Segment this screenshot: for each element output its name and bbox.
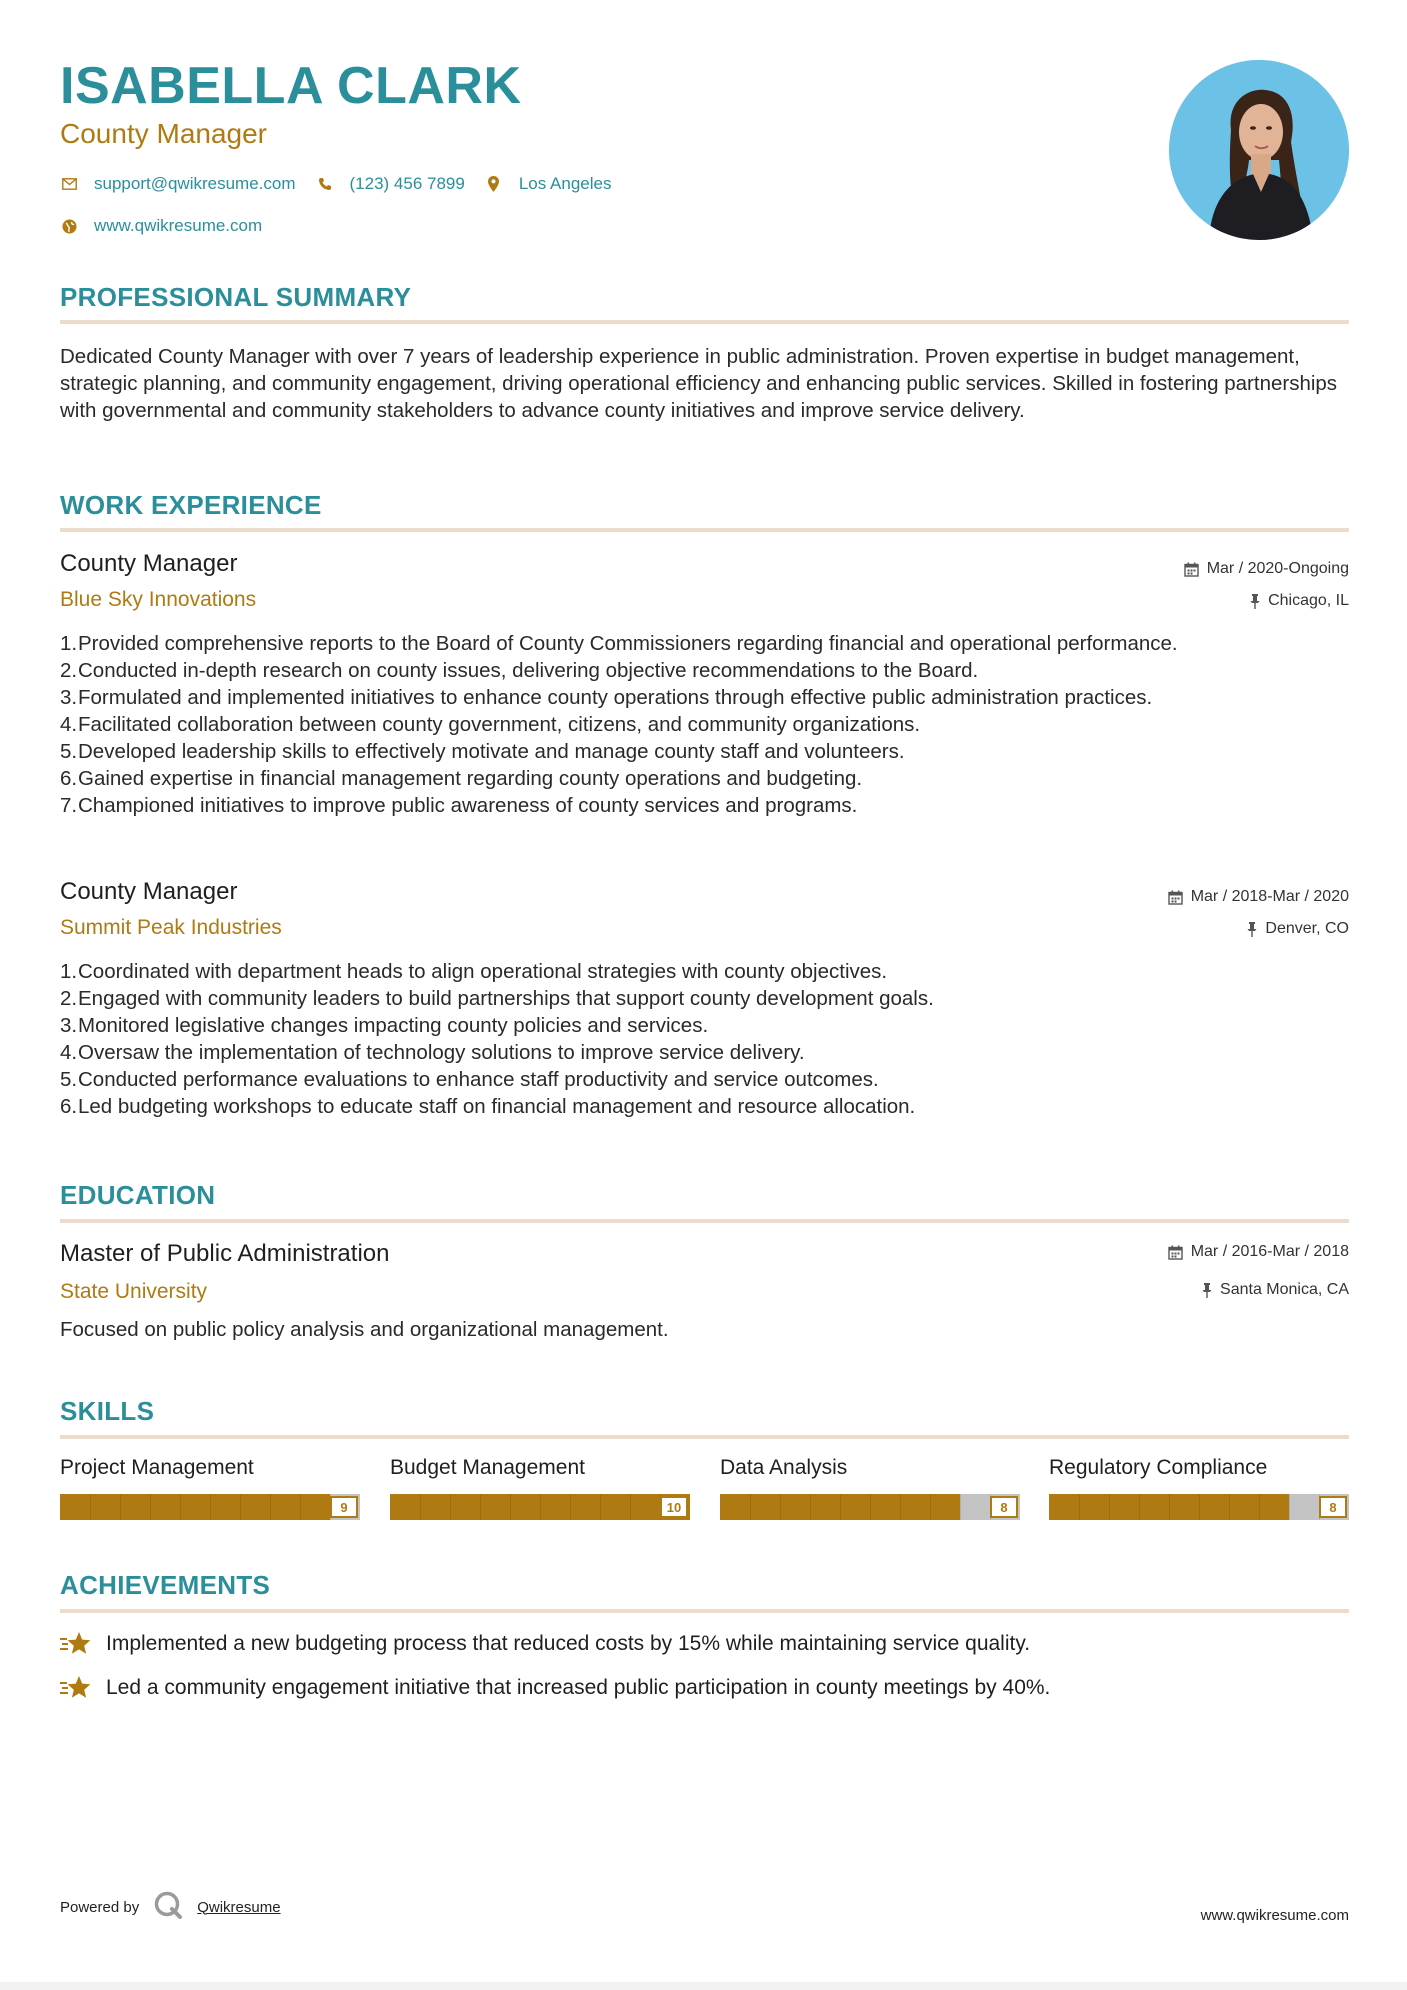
skill-bar-fill <box>60 1494 330 1520</box>
education-heading: EDUCATION <box>60 1180 216 1210</box>
skill-label: Regulatory Compliance <box>1049 1456 1268 1479</box>
bullet-text: Coordinated with department heads to align operational strategies with county objectives. <box>78 960 888 983</box>
bullet-number: 5. <box>60 740 78 763</box>
skill-bar-segment <box>480 1494 481 1520</box>
skill-label: Budget Management <box>390 1456 585 1479</box>
pushpin-icon <box>1250 594 1260 609</box>
summary-text: Dedicated County Manager with over 7 years of leadership experience in public administration. Proven expertise in budget management, strategic planning, and community engagement, driving operational efficiency and enhancing public services. Skilled in fostering partnerships with governmental and community stakeholders to advance county initiatives and improve service delivery. <box>60 345 1338 422</box>
job-bullet-item <box>60 792 1349 819</box>
skill-bar-segment <box>300 1494 301 1520</box>
location-text: Los Angeles <box>518 174 612 193</box>
bullet-number: 3. <box>60 1014 78 1037</box>
skill-score: 8 <box>1319 1496 1347 1518</box>
map-pin-icon <box>485 175 503 193</box>
globe-icon <box>60 217 78 235</box>
skill-bar-segment <box>1289 1494 1290 1520</box>
job-bullet-item <box>60 738 1349 765</box>
bullet-number: 4. <box>60 713 78 736</box>
bullet-number: 2. <box>60 987 78 1010</box>
bullet-number: 1. <box>60 960 78 983</box>
pushpin-icon <box>1202 1283 1212 1298</box>
bullet-text: Provided comprehensive reports to the Board of County Commissioners regarding financial and operational performance. <box>78 632 1178 655</box>
education-dates-text: Mar / 2016-Mar / 2018 <box>1190 1243 1349 1260</box>
contact-row-secondary <box>60 216 282 236</box>
skill-bar-segment <box>870 1494 871 1520</box>
profile-photo <box>1169 60 1349 240</box>
skill-bar-segment <box>780 1494 781 1520</box>
qwikresume-link[interactable]: Qwikresume <box>197 1898 281 1916</box>
contact-row-primary <box>60 174 631 194</box>
summary-heading: PROFESSIONAL SUMMARY <box>60 282 412 312</box>
phone-text[interactable]: (123) 456 7899 <box>349 174 465 193</box>
job-bullets <box>60 630 1349 819</box>
pushpin-icon <box>1247 922 1257 937</box>
skill-bar <box>1049 1494 1349 1520</box>
job-dates-text: Mar / 2018-Mar / 2020 <box>1190 888 1349 905</box>
bullet-number: 5. <box>60 1068 78 1091</box>
skill-bar-segment <box>1259 1494 1260 1520</box>
skill-bar-segment <box>1079 1494 1080 1520</box>
bullet-text: Formulated and implemented initiatives to enhance county operations through effective public administration practices. <box>78 686 1153 709</box>
bottom-strip <box>0 1982 1407 1990</box>
calendar-icon <box>1168 1245 1183 1260</box>
education-location-text: Santa Monica, CA <box>1220 1281 1349 1298</box>
skill-score: 9 <box>330 1496 358 1518</box>
bullet-text: Gained expertise in financial management regarding county operations and budgeting. <box>78 767 863 790</box>
education-dates <box>1168 1243 1349 1261</box>
bullet-text: Facilitated collaboration between county government, citizens, and community organizations. <box>78 713 921 736</box>
education-description: Focused on public policy analysis and organizational management. <box>60 1318 669 1341</box>
skill-bar-segment <box>180 1494 181 1520</box>
skill-bar-segment <box>510 1494 511 1520</box>
job-bullet-item <box>60 985 1349 1012</box>
achievement-text: Implemented a new budgeting process that reduced costs by 15% while maintaining service quality. <box>106 1632 1031 1655</box>
bullet-number: 2. <box>60 659 78 682</box>
skill-bar-segment <box>420 1494 421 1520</box>
skill-bar-segment <box>1169 1494 1170 1520</box>
qwikresume-logo-icon <box>153 1890 183 1924</box>
job-bullet-item <box>60 958 1349 985</box>
calendar-icon <box>1184 562 1199 577</box>
skill-item <box>1049 1456 1349 1520</box>
achievements-heading: ACHIEVEMENTS <box>60 1570 271 1600</box>
skill-item <box>720 1456 1020 1520</box>
bullet-number: 1. <box>60 632 78 655</box>
skill-bar-segment <box>750 1494 751 1520</box>
job-company: Summit Peak Industries <box>60 916 282 939</box>
skill-bar-segment <box>450 1494 451 1520</box>
bullet-text: Conducted performance evaluations to enhance staff productivity and service outcomes. <box>78 1068 879 1091</box>
summary-divider <box>60 320 1349 324</box>
job-bullet-item <box>60 1039 1349 1066</box>
skill-label: Data Analysis <box>720 1456 848 1479</box>
job-location-text: Denver, CO <box>1265 920 1349 937</box>
skill-bar-segment <box>240 1494 241 1520</box>
footer-website[interactable]: www.qwikresume.com <box>1200 1907 1349 1924</box>
job-bullet-item <box>60 711 1349 738</box>
footer-powered-by <box>60 1890 281 1924</box>
job-bullet-item <box>60 765 1349 792</box>
skill-bar-segment <box>540 1494 541 1520</box>
bullet-text: Monitored legislative changes impacting county policies and services. <box>78 1014 709 1037</box>
job-bullet-item <box>60 630 1349 657</box>
skill-bar-segment <box>900 1494 901 1520</box>
candidate-name: ISABELLA CLARK <box>60 57 522 115</box>
job-location-text: Chicago, IL <box>1268 592 1349 609</box>
job-bullet-item <box>60 684 1349 711</box>
bullet-number: 6. <box>60 767 78 790</box>
skill-bar-segment <box>630 1494 631 1520</box>
degree-title: Master of Public Administration <box>60 1240 390 1267</box>
job-bullets <box>60 958 1349 1120</box>
envelope-icon <box>60 175 78 193</box>
bullet-number: 3. <box>60 686 78 709</box>
powered-by-label: Powered by <box>60 1898 140 1916</box>
skill-bar-segment <box>1109 1494 1110 1520</box>
job-title: County Manager <box>60 878 238 905</box>
bullet-number: 7. <box>60 794 78 817</box>
skill-item <box>390 1456 690 1520</box>
skill-bar-segment <box>840 1494 841 1520</box>
skill-bar-segment <box>90 1494 91 1520</box>
achievement-text: Led a community engagement initiative that increased public participation in county meetings by 40%. <box>106 1676 1051 1699</box>
job-dates <box>1184 560 1349 578</box>
job-dates-text: Mar / 2020-Ongoing <box>1206 560 1349 577</box>
skill-bar <box>720 1494 1020 1520</box>
job-location <box>1250 592 1349 610</box>
education-location <box>1202 1281 1349 1299</box>
achievement-item <box>60 1630 1349 1658</box>
skill-bar-segment <box>570 1494 571 1520</box>
skill-score: 8 <box>990 1496 1018 1518</box>
job-title: County Manager <box>60 550 238 577</box>
job-company: Blue Sky Innovations <box>60 588 257 611</box>
star-icon <box>60 1674 92 1702</box>
skill-bar-segment <box>210 1494 211 1520</box>
skill-bar-segment <box>1229 1494 1230 1520</box>
bullet-text: Developed leadership skills to effectively motivate and manage county staff and volunteers. <box>78 740 905 763</box>
skill-bar <box>60 1494 360 1520</box>
bullet-text: Conducted in-depth research on county issues, delivering objective recommendations to the Board. <box>78 659 979 682</box>
website-link[interactable]: www.qwikresume.com <box>94 216 263 235</box>
skill-bar-segment <box>270 1494 271 1520</box>
bullet-number: 6. <box>60 1095 78 1118</box>
skill-bar-segment <box>600 1494 601 1520</box>
job-location <box>1247 920 1349 938</box>
bullet-number: 4. <box>60 1041 78 1064</box>
job-bullet-item <box>60 657 1349 684</box>
skill-score: 10 <box>660 1496 688 1518</box>
bullet-text: Championed initiatives to improve public awareness of county services and programs. <box>78 794 858 817</box>
job-bullet-item <box>60 1066 1349 1093</box>
email-link[interactable]: support@qwikresume.com <box>94 174 296 193</box>
phone-icon <box>316 175 334 193</box>
skills-divider <box>60 1435 1349 1439</box>
calendar-icon <box>1168 890 1183 905</box>
skill-bar-segment <box>150 1494 151 1520</box>
achievement-item <box>60 1674 1349 1702</box>
skill-bar-segment <box>930 1494 931 1520</box>
experience-heading: WORK EXPERIENCE <box>60 490 322 520</box>
skill-bar-segment <box>960 1494 961 1520</box>
education-divider <box>60 1219 1349 1223</box>
skill-bar-segment <box>120 1494 121 1520</box>
school-name: State University <box>60 1280 208 1303</box>
skill-bar-segment <box>1199 1494 1200 1520</box>
skill-bar <box>390 1494 690 1520</box>
achievements-divider <box>60 1609 1349 1613</box>
bullet-text: Led budgeting workshops to educate staff on financial management and resource allocation. <box>78 1095 916 1118</box>
skill-bar-segment <box>810 1494 811 1520</box>
job-dates <box>1168 888 1349 906</box>
experience-divider <box>60 528 1349 532</box>
star-icon <box>60 1630 92 1658</box>
candidate-role: County Manager <box>60 118 268 149</box>
skill-label: Project Management <box>60 1456 254 1479</box>
bullet-text: Engaged with community leaders to build partnerships that support county development goals. <box>78 987 934 1010</box>
bullet-text: Oversaw the implementation of technology solutions to improve service delivery. <box>78 1041 805 1064</box>
job-bullet-item <box>60 1093 1349 1120</box>
skills-heading: SKILLS <box>60 1396 155 1426</box>
job-bullet-item <box>60 1012 1349 1039</box>
skill-bar-segment <box>1139 1494 1140 1520</box>
skill-item <box>60 1456 360 1520</box>
